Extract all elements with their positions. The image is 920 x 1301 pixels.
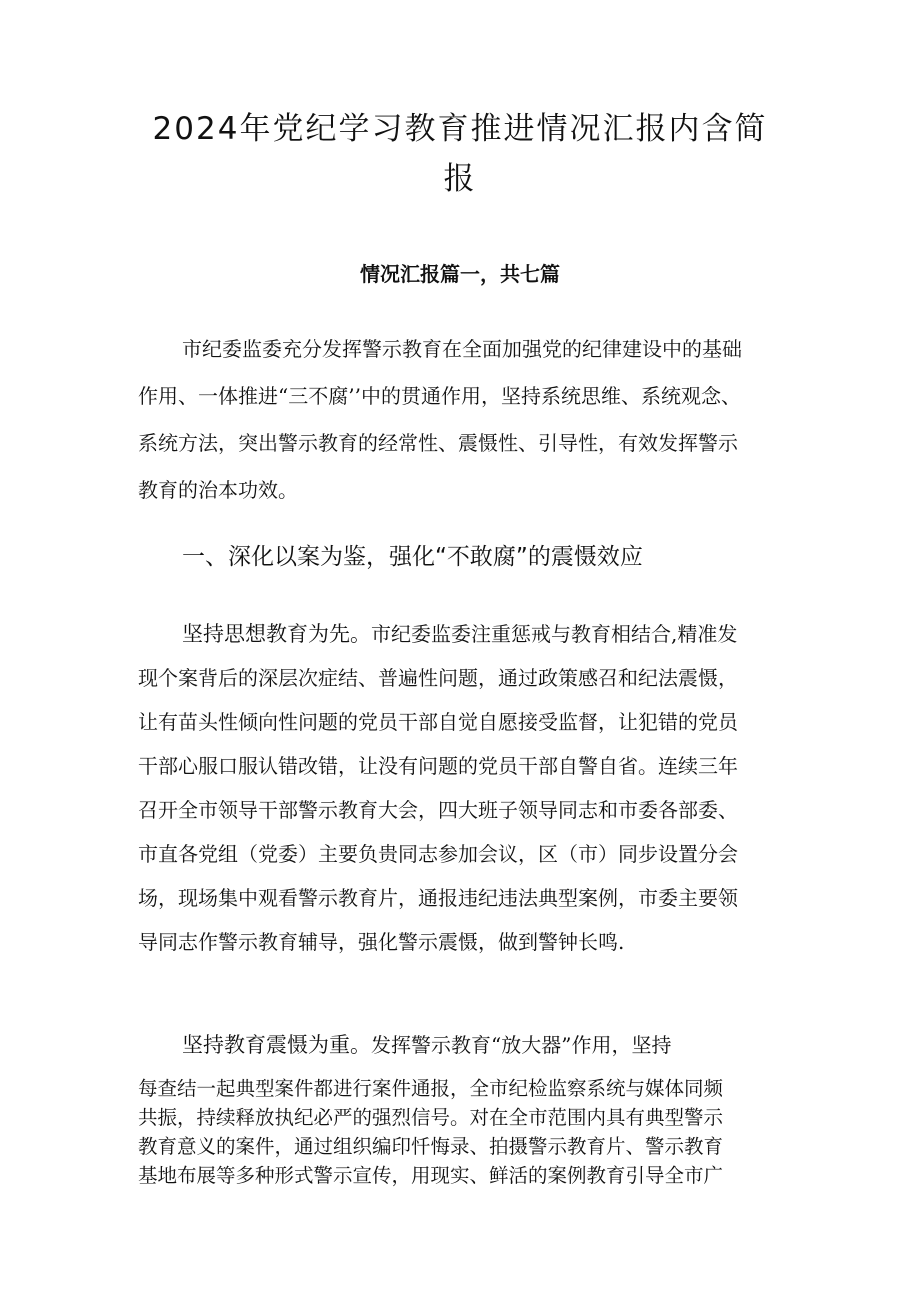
paragraph-text: 发挥警示教育“放大器”作用，坚持 <box>371 1033 672 1057</box>
paragraph-line: 每查结一起典型案件都进行案件通报，全市纪检监察系统与媒体同频 <box>138 1077 724 1100</box>
section-heading: 一、深化以案为鉴，强化“不敢腐”的震慑效应 <box>182 544 643 570</box>
paragraph-line: 市直各党组（党委）主要负贵同志参加会议，区（市）同步设置分会 <box>138 842 738 866</box>
intro-line: 市纪委监委充分发挥警示教育在全面加强党的纪律建设中的基础 <box>182 337 742 361</box>
document-subtitle: 情况汇报篇一，共七篇 <box>360 262 560 286</box>
document-title-line-2: 报 <box>443 161 477 197</box>
paragraph-line: 教育意义的案件，通过组织编印忏悔录、拍摄警示教育片、警示教育 <box>138 1135 724 1158</box>
paragraph-text: 市纪委监委注重惩戒与教育相结合,精准发 <box>371 622 738 646</box>
section-paragraph-2 <box>138 1074 798 1190</box>
intro-line: 系统方法，突出警示教育的经常性、震慑性、引导性，有效发挥警示 <box>138 431 738 455</box>
paragraph-line: 召开全市领导干部警示教育大会，四大班子领导同志和市委各部委、 <box>138 798 738 822</box>
intro-line: 教育的治本功效。 <box>138 478 298 502</box>
paragraph-line: 现个案背后的深层次症结、普遍性问题，通过政策感召和纪法震慑， <box>138 666 738 690</box>
paragraph-lead: 坚持教育震慑为重。 <box>182 1033 371 1057</box>
document-title-line-1: 2024年党纪学习教育推进情况汇报内含简 <box>152 111 768 147</box>
paragraph-line: 干部心服口服认错改错，让没有问题的党员干部自警自省。连续三年 <box>138 754 738 778</box>
intro-paragraph <box>138 326 798 514</box>
paragraph-line: 场，现场集中观看警示教育片，通报违纪违法典型案例，市委主要领 <box>138 886 738 910</box>
paragraph-line: 共振，持续释放执纪必严的强烈信号。对在全市范围内具有典型警示 <box>138 1106 724 1129</box>
section-paragraph-2-first-line <box>182 1030 671 1060</box>
paragraph-lead: 坚持思想教育为先。 <box>182 622 371 646</box>
paragraph-line: 基地布展等多种形式警示宣传，用现实、鲜活的案例教育引导全市广 <box>138 1164 724 1187</box>
intro-line: 作用、一体推进“三不腐’’中的贯通作用，坚持系统思维、系统观念、 <box>138 384 741 408</box>
paragraph-line: 让有苗头性倾向性问题的党员干部自觉自愿接受监督，让犯错的党员 <box>138 710 738 734</box>
paragraph-line <box>138 612 798 656</box>
section-paragraph-1 <box>138 612 798 964</box>
paragraph-line: 导同志作警示教育辅导，强化警示震慑，做到警钟长鸣. <box>138 930 625 954</box>
